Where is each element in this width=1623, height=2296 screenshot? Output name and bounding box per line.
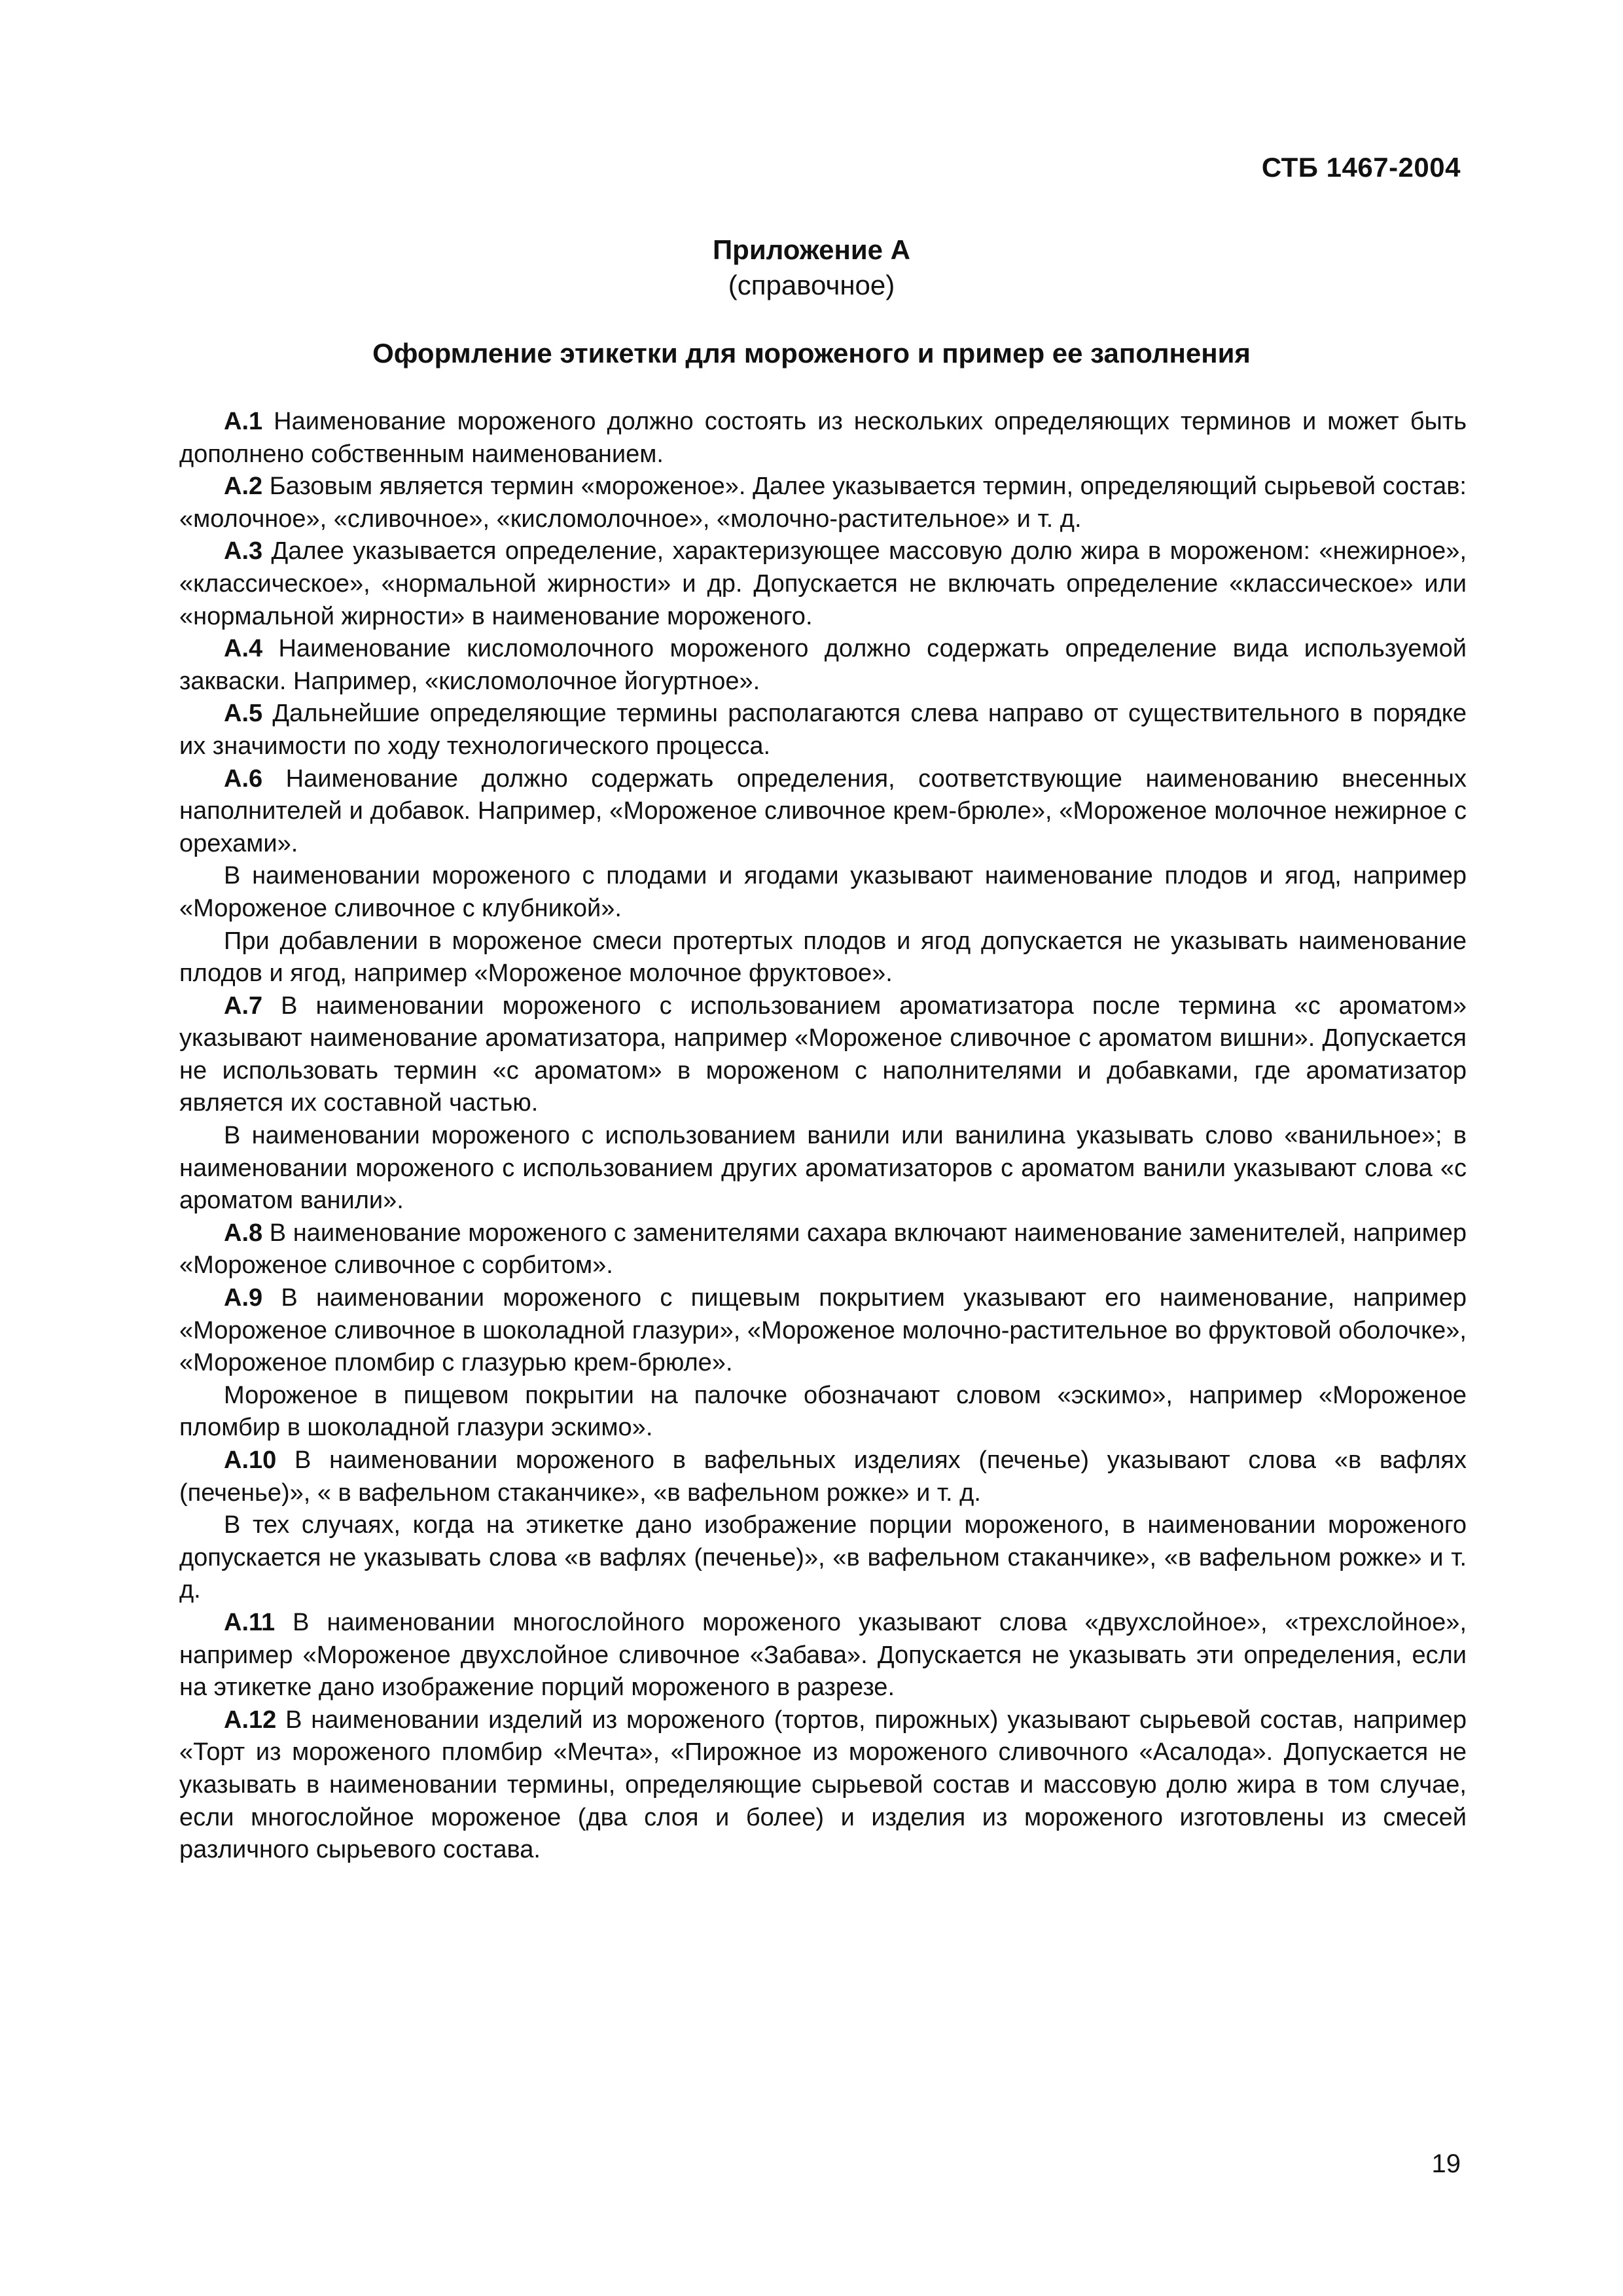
clause-number: А.4: [224, 635, 263, 663]
paragraph-text: В наименовании мороженого с пищевым покрытием указывают его наименование, например «Мороженое сливочное в шоколадной глазури», «Мороженое молочно-растительное во фруктовой оболочке», «Мороженое пломбир с глазурью крем-брюле».: [179, 1284, 1467, 1377]
paragraph-a2: [179, 471, 1467, 535]
paragraph-text: Наименование кисломолочного мороженого должно содержать определение вида используемой закваски. Например, «кисломолочное йогуртное».: [179, 635, 1467, 695]
paragraph-text: Базовым является термин «мороженое». Далее указывается термин, определяющий сырьевой состав: «молочное», «сливочное», «кисломолочное», «молочно-растительное» и т. д.: [179, 473, 1467, 533]
paragraph-text: В наименовании мороженого с плодами и ягодами указывают наименование плодов и ягод, например «Мороженое сливочное с клубникой».: [179, 862, 1467, 922]
paragraph-a9: [179, 1282, 1467, 1380]
section-title: Оформление этикетки для мороженого и пример ее заполнения: [372, 338, 1251, 368]
paragraph-a1: [179, 406, 1467, 471]
paragraph-text: В наименование мороженого с заменителями сахара включают наименование заменителей, например «Мороженое сливочное с сорбитом».: [179, 1219, 1467, 1280]
clause-number: А.10: [224, 1446, 277, 1474]
paragraph-text: Мороженое в пищевом покрытии на палочке обозначают словом «эскимо», например «Мороженое пломбир в шоколадной глазури эскимо».: [179, 1381, 1467, 1442]
paragraph-text: В наименовании многослойного мороженого указывают слова «двухслойное», «трехслойное», например «Мороженое двухслойное сливочное «Забава». Допускается не указывать эти определения, если на этикетке дано изображение порций мороженого в разрезе.: [179, 1608, 1467, 1702]
document-code: СТБ 1467-2004: [1261, 152, 1461, 183]
clause-number: А.2: [224, 473, 263, 501]
clause-number: А.6: [224, 764, 263, 793]
paragraph-a12: [179, 1704, 1467, 1867]
paragraph-a6-puree: [179, 925, 1467, 990]
paragraph-a6-fruit: [179, 860, 1467, 925]
clause-number: А.5: [224, 700, 263, 728]
clause-number: А.3: [224, 537, 263, 565]
clause-number: А.8: [224, 1219, 263, 1247]
paragraph-text: В тех случаях, когда на этикетке дано изображение порции мороженого, в наименовании мороженого допускается не указывать слова «в вафлях (печенье)», «в вафельном стаканчике», «в вафельном рожке» и т. д.: [179, 1511, 1467, 1604]
paragraph-a5: [179, 698, 1467, 762]
body-text: [179, 406, 1467, 1867]
clause-number: А.7: [224, 992, 263, 1020]
paragraph-text: Дальнейшие определяющие термины располагаются слева направо от существительного в порядке их значимости по ходу технологического процесса.: [179, 700, 1467, 760]
page-number: 19: [1431, 2149, 1461, 2178]
paragraph-text: Наименование мороженого должно состоять из нескольких определяющих терминов и может быть дополнено собственным наименованием.: [179, 408, 1467, 468]
paragraph-a6: [179, 763, 1467, 861]
appendix-subtitle: (справочное): [728, 270, 895, 300]
paragraph-text: Далее указывается определение, характеризующее массовую долю жира в мороженом: «нежирное», «классическое», «нормальной жирности» и др. Допускается не включать определение «классическое» или «нормальной жирности» в наименование мороженого.: [179, 537, 1467, 630]
paragraph-a3: [179, 535, 1467, 633]
paragraph-text: В наименовании мороженого в вафельных изделиях (печенье) указывают слова «в вафлях (печенье)», « в вафельном стаканчике», «в вафельном рожке» и т. д.: [179, 1446, 1467, 1507]
paragraph-a7: [179, 990, 1467, 1120]
paragraph-a8: [179, 1217, 1467, 1282]
paragraph-a10: [179, 1444, 1467, 1509]
clause-number: А.11: [224, 1608, 276, 1636]
paragraph-text: Наименование должно содержать определения, соответствующие наименованию внесенных наполнителей и добавок. Например, «Мороженое сливочное крем-брюле», «Мороженое молочное нежирное с орехами».: [179, 764, 1467, 857]
paragraph-text: В наименовании мороженого с использованием ванили или ванилина указывать слово «ванильное»; в наименовании мороженого с использованием других ароматизаторов с ароматом ванили указывают слова «с ароматом ванили».: [179, 1122, 1467, 1215]
paragraph-a11: [179, 1607, 1467, 1704]
clause-number: А.1: [224, 408, 263, 435]
paragraph-a10-image: [179, 1509, 1467, 1607]
paragraph-text: В наименовании изделий из мороженого (тортов, пирожных) указывают сырьевой состав, например «Торт из мороженого пломбир «Мечта», «Пирожное из мороженого сливочного «Асалода». Допускается не указывать в наименовании термины, определяющие сырьевой состав и массовую долю жира в том случае, если многослойное мороженое (два слоя и более) и изделия из мороженого изготовлены из смесей различного сырьевого состава.: [179, 1706, 1467, 1864]
paragraph-a4: [179, 633, 1467, 698]
paragraph-a7-vanilla: [179, 1120, 1467, 1217]
paragraph-text: При добавлении в мороженое смеси протертых плодов и ягод допускается не указывать наименование плодов и ягод, например «Мороженое молочное фруктовое».: [179, 927, 1467, 988]
clause-number: А.9: [224, 1284, 263, 1312]
clause-number: А.12: [224, 1706, 277, 1734]
paragraph-a9-eskimo: [179, 1380, 1467, 1444]
paragraph-text: В наименовании мороженого с использованием ароматизатора после термина «с ароматом» указывают наименование ароматизатора, например «Мороженое сливочное с ароматом вишни». Допускается не использовать термин «с ароматом» в мороженом с наполнителями и добавками, где ароматизатор является их составной частью.: [179, 992, 1467, 1117]
appendix-title: Приложение А: [712, 234, 911, 265]
